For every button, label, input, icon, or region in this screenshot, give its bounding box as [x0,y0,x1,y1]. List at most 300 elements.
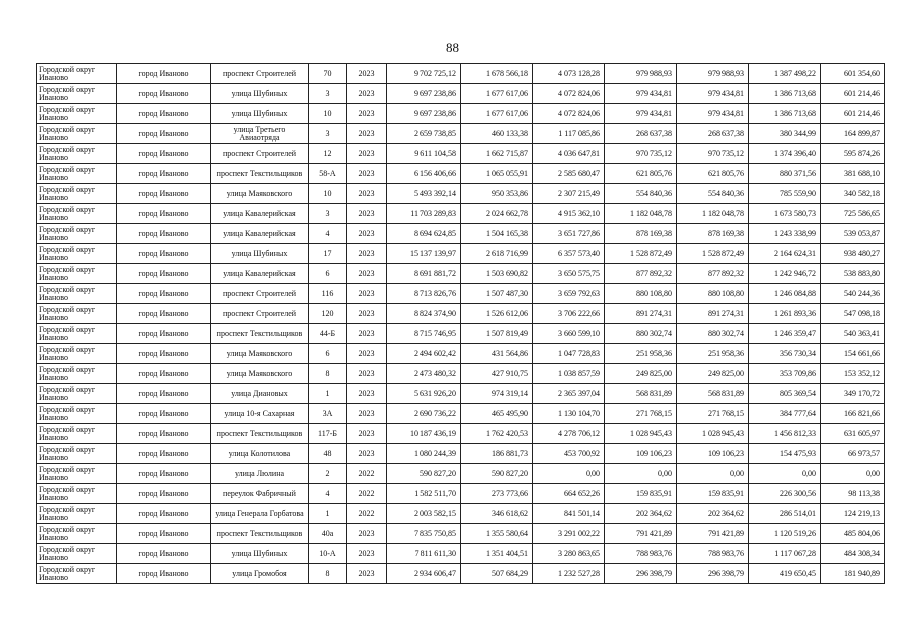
locality-cell: город Иваново [117,464,211,484]
house-number-cell: 116 [309,284,347,304]
municipality-cell: Городской округ Иваново [37,144,117,164]
house-number-cell: 8 [309,364,347,384]
cost-part-1-cell: 1 504 165,38 [461,224,533,244]
table-row [37,464,885,484]
cost-part-5-cell: 805 369,54 [749,384,821,404]
total-cost-cell: 9 611 104,58 [387,144,461,164]
year-cell: 2023 [347,144,387,164]
street-cell: проспект Текстильщиков [211,524,309,544]
cost-part-6-cell: 601 354,60 [821,64,885,84]
total-cost-cell: 2 494 602,42 [387,344,461,364]
cost-part-6-cell: 124 219,13 [821,504,885,524]
table-row [37,144,885,164]
total-cost-cell: 8 824 374,90 [387,304,461,324]
cost-part-6-cell: 98 113,38 [821,484,885,504]
cost-part-1-cell: 1 662 715,87 [461,144,533,164]
cost-part-4-cell: 109 106,23 [677,444,749,464]
table-row [37,344,885,364]
locality-cell: город Иваново [117,204,211,224]
house-number-cell: 58-А [309,164,347,184]
municipality-cell: Городской округ Иваново [37,344,117,364]
cost-part-6-cell: 340 582,18 [821,184,885,204]
cost-part-3-cell: 788 983,76 [605,544,677,564]
municipality-cell: Городской округ Иваново [37,224,117,244]
year-cell: 2023 [347,104,387,124]
street-cell: проспект Текстильщиков [211,424,309,444]
locality-cell: город Иваново [117,524,211,544]
cost-part-6-cell: 381 688,10 [821,164,885,184]
total-cost-cell: 5 493 392,14 [387,184,461,204]
locality-cell: город Иваново [117,164,211,184]
cost-part-2-cell: 1 047 728,83 [533,344,605,364]
total-cost-cell: 6 156 406,66 [387,164,461,184]
street-cell: улица 10-я Сахарная [211,404,309,424]
cost-part-4-cell: 891 274,31 [677,304,749,324]
cost-part-2-cell: 3 651 727,86 [533,224,605,244]
cost-part-1-cell: 1 351 404,51 [461,544,533,564]
year-cell: 2023 [347,384,387,404]
total-cost-cell: 9 697 238,86 [387,84,461,104]
table-row [37,244,885,264]
year-cell: 2023 [347,404,387,424]
cost-part-5-cell: 1 242 946,72 [749,264,821,284]
cost-part-2-cell: 1 117 085,86 [533,124,605,144]
year-cell: 2023 [347,424,387,444]
cost-part-3-cell: 159 835,91 [605,484,677,504]
cost-part-4-cell: 880 302,74 [677,324,749,344]
table-row [37,124,885,144]
cost-part-1-cell: 1 762 420,53 [461,424,533,444]
cost-part-3-cell: 878 169,38 [605,224,677,244]
cost-part-4-cell: 1 528 872,49 [677,244,749,264]
cost-part-6-cell: 164 899,87 [821,124,885,144]
year-cell: 2023 [347,364,387,384]
house-number-cell: 2 [309,464,347,484]
year-cell: 2023 [347,184,387,204]
cost-part-2-cell: 3 650 575,75 [533,264,605,284]
cost-part-2-cell: 3 659 792,63 [533,284,605,304]
cost-part-1-cell: 465 495,90 [461,404,533,424]
house-number-cell: 10 [309,184,347,204]
locality-cell: город Иваново [117,124,211,144]
municipality-cell: Городской округ Иваново [37,324,117,344]
municipality-cell: Городской округ Иваново [37,424,117,444]
cost-part-5-cell: 226 300,56 [749,484,821,504]
cost-part-4-cell: 880 108,80 [677,284,749,304]
cost-part-3-cell: 0,00 [605,464,677,484]
year-cell: 2023 [347,564,387,584]
locality-cell: город Иваново [117,544,211,564]
year-cell: 2023 [347,164,387,184]
municipality-cell: Городской округ Иваново [37,384,117,404]
cost-part-2-cell: 1 130 104,70 [533,404,605,424]
table-row [37,164,885,184]
cost-part-1-cell: 1 507 819,49 [461,324,533,344]
street-cell: улица Маяковского [211,184,309,204]
year-cell: 2023 [347,264,387,284]
cost-part-5-cell: 1 387 498,22 [749,64,821,84]
cost-part-1-cell: 950 353,86 [461,184,533,204]
street-cell: улица Шубиных [211,104,309,124]
cost-part-3-cell: 970 735,12 [605,144,677,164]
street-cell: улица Шубиных [211,544,309,564]
cost-part-3-cell: 891 274,31 [605,304,677,324]
street-cell: переулок Фабричный [211,484,309,504]
year-cell: 2023 [347,544,387,564]
municipality-cell: Городской округ Иваново [37,404,117,424]
total-cost-cell: 8 691 881,72 [387,264,461,284]
municipality-cell: Городской округ Иваново [37,564,117,584]
cost-part-2-cell: 2 585 680,47 [533,164,605,184]
cost-part-1-cell: 507 684,29 [461,564,533,584]
cost-part-1-cell: 2 024 662,78 [461,204,533,224]
locality-cell: город Иваново [117,304,211,324]
total-cost-cell: 8 713 826,76 [387,284,461,304]
cost-part-5-cell: 419 650,45 [749,564,821,584]
cost-part-6-cell: 631 605,97 [821,424,885,444]
cost-part-1-cell: 1 503 690,82 [461,264,533,284]
house-number-cell: 17 [309,244,347,264]
cost-part-5-cell: 1 243 338,99 [749,224,821,244]
house-number-cell: 40а [309,524,347,544]
house-number-cell: 48 [309,444,347,464]
cost-part-4-cell: 979 434,81 [677,104,749,124]
cost-part-6-cell: 540 244,36 [821,284,885,304]
street-cell: улица Маяковского [211,344,309,364]
cost-part-5-cell: 1 246 084,88 [749,284,821,304]
cost-part-3-cell: 554 840,36 [605,184,677,204]
cost-part-6-cell: 484 308,34 [821,544,885,564]
cost-part-6-cell: 181 940,89 [821,564,885,584]
year-cell: 2023 [347,524,387,544]
cost-part-3-cell: 251 958,36 [605,344,677,364]
cost-part-3-cell: 268 637,38 [605,124,677,144]
year-cell: 2022 [347,504,387,524]
locality-cell: город Иваново [117,504,211,524]
cost-part-6-cell: 154 661,66 [821,344,885,364]
table-row [37,264,885,284]
total-cost-cell: 9 702 725,12 [387,64,461,84]
house-number-cell: 117-Б [309,424,347,444]
total-cost-cell: 15 137 139,97 [387,244,461,264]
cost-part-4-cell: 202 364,62 [677,504,749,524]
cost-part-4-cell: 877 892,32 [677,264,749,284]
table-row [37,524,885,544]
cost-part-1-cell: 974 319,14 [461,384,533,404]
cost-part-6-cell: 538 883,80 [821,264,885,284]
cost-part-6-cell: 601 214,46 [821,104,885,124]
cost-part-5-cell: 1 120 519,26 [749,524,821,544]
house-number-cell: 44-Б [309,324,347,344]
cost-part-3-cell: 791 421,89 [605,524,677,544]
locality-cell: город Иваново [117,424,211,444]
cost-part-1-cell: 1 355 580,64 [461,524,533,544]
cost-part-2-cell: 3 706 222,66 [533,304,605,324]
table-row [37,324,885,344]
cost-part-1-cell: 1 507 487,30 [461,284,533,304]
cost-part-5-cell: 154 475,93 [749,444,821,464]
cost-part-1-cell: 1 677 617,06 [461,104,533,124]
cost-part-2-cell: 3 291 002,22 [533,524,605,544]
table-row [37,204,885,224]
cost-part-6-cell: 938 480,27 [821,244,885,264]
cost-part-4-cell: 979 988,93 [677,64,749,84]
cost-part-6-cell: 166 821,66 [821,404,885,424]
table-row [37,304,885,324]
total-cost-cell: 9 697 238,86 [387,104,461,124]
cost-part-2-cell: 4 036 647,81 [533,144,605,164]
house-number-cell: 3 [309,124,347,144]
house-number-cell: 12 [309,144,347,164]
cost-part-3-cell: 271 768,15 [605,404,677,424]
cost-part-3-cell: 109 106,23 [605,444,677,464]
locality-cell: город Иваново [117,384,211,404]
cost-part-6-cell: 539 053,87 [821,224,885,244]
street-cell: проспект Строителей [211,284,309,304]
table-row [37,424,885,444]
cost-part-2-cell: 453 700,92 [533,444,605,464]
house-number-cell: 70 [309,64,347,84]
cost-part-2-cell: 841 501,14 [533,504,605,524]
total-cost-cell: 2 003 582,15 [387,504,461,524]
cost-part-2-cell: 664 652,26 [533,484,605,504]
house-number-cell: 10 [309,104,347,124]
cost-part-4-cell: 979 434,81 [677,84,749,104]
total-cost-cell: 2 934 606,47 [387,564,461,584]
total-cost-cell: 8 694 624,85 [387,224,461,244]
cost-part-2-cell: 4 278 706,12 [533,424,605,444]
table-row [37,64,885,84]
cost-part-4-cell: 296 398,79 [677,564,749,584]
total-cost-cell: 2 473 480,32 [387,364,461,384]
year-cell: 2022 [347,484,387,504]
street-cell: проспект Строителей [211,64,309,84]
locality-cell: город Иваново [117,184,211,204]
cost-part-6-cell: 485 804,06 [821,524,885,544]
cost-part-3-cell: 249 825,00 [605,364,677,384]
cost-part-5-cell: 0,00 [749,464,821,484]
municipality-cell: Городской округ Иваново [37,364,117,384]
cost-part-3-cell: 979 434,81 [605,104,677,124]
cost-part-3-cell: 202 364,62 [605,504,677,524]
municipality-cell: Городской округ Иваново [37,504,117,524]
municipality-cell: Городской округ Иваново [37,464,117,484]
street-cell: улица Генерала Горбатова [211,504,309,524]
street-cell: улица Кавалерийская [211,204,309,224]
street-cell: улица Диановых [211,384,309,404]
street-cell: улица Люлина [211,464,309,484]
cost-part-5-cell: 1 673 580,73 [749,204,821,224]
house-number-cell: 8 [309,564,347,584]
cost-part-5-cell: 1 386 713,68 [749,104,821,124]
house-number-cell: 10-А [309,544,347,564]
cost-part-3-cell: 880 108,80 [605,284,677,304]
table-row [37,224,885,244]
cost-part-5-cell: 356 730,34 [749,344,821,364]
locality-cell: город Иваново [117,484,211,504]
table-row [37,104,885,124]
street-cell: улица Кавалерийская [211,264,309,284]
cost-part-1-cell: 2 618 716,99 [461,244,533,264]
year-cell: 2023 [347,304,387,324]
table-row [37,564,885,584]
year-cell: 2023 [347,84,387,104]
cost-part-3-cell: 979 988,93 [605,64,677,84]
cost-part-2-cell: 4 072 824,06 [533,84,605,104]
cost-part-6-cell: 349 170,72 [821,384,885,404]
cost-part-5-cell: 1 374 396,40 [749,144,821,164]
cost-part-1-cell: 186 881,73 [461,444,533,464]
total-cost-cell: 2 659 738,85 [387,124,461,144]
house-number-cell: 4 [309,224,347,244]
municipality-cell: Городской округ Иваново [37,124,117,144]
year-cell: 2023 [347,284,387,304]
table-body [37,64,885,584]
locality-cell: город Иваново [117,444,211,464]
cost-part-5-cell: 785 559,90 [749,184,821,204]
municipality-cell: Городской округ Иваново [37,264,117,284]
cost-part-1-cell: 1 526 612,06 [461,304,533,324]
cost-part-3-cell: 1 182 048,78 [605,204,677,224]
locality-cell: город Иваново [117,344,211,364]
table-row [37,364,885,384]
cost-part-2-cell: 4 073 128,28 [533,64,605,84]
cost-part-4-cell: 970 735,12 [677,144,749,164]
locality-cell: город Иваново [117,284,211,304]
cost-part-5-cell: 1 261 893,36 [749,304,821,324]
cost-part-4-cell: 1 182 048,78 [677,204,749,224]
cost-part-5-cell: 2 164 624,31 [749,244,821,264]
street-cell: улица Громобоя [211,564,309,584]
cost-part-5-cell: 1 246 359,47 [749,324,821,344]
municipality-cell: Городской округ Иваново [37,284,117,304]
cost-part-3-cell: 877 892,32 [605,264,677,284]
cost-part-4-cell: 268 637,38 [677,124,749,144]
locality-cell: город Иваново [117,564,211,584]
locality-cell: город Иваново [117,144,211,164]
year-cell: 2023 [347,224,387,244]
cost-part-3-cell: 979 434,81 [605,84,677,104]
cost-part-1-cell: 1 677 617,06 [461,84,533,104]
cost-part-6-cell: 153 352,12 [821,364,885,384]
house-number-cell: 4 [309,484,347,504]
cost-part-6-cell: 547 098,18 [821,304,885,324]
total-cost-cell: 7 835 750,85 [387,524,461,544]
year-cell: 2023 [347,244,387,264]
page-number: 88 [446,40,459,55]
street-cell: проспект Текстильщиков [211,324,309,344]
cost-part-3-cell: 880 302,74 [605,324,677,344]
municipality-cell: Городской округ Иваново [37,84,117,104]
cost-part-4-cell: 251 958,36 [677,344,749,364]
cost-part-6-cell: 540 363,41 [821,324,885,344]
municipality-cell: Городской округ Иваново [37,104,117,124]
locality-cell: город Иваново [117,324,211,344]
municipality-cell: Городской округ Иваново [37,164,117,184]
cost-part-2-cell: 2 365 397,04 [533,384,605,404]
cost-part-3-cell: 568 831,89 [605,384,677,404]
cost-part-6-cell: 595 874,26 [821,144,885,164]
cost-part-6-cell: 725 586,65 [821,204,885,224]
cost-part-1-cell: 460 133,38 [461,124,533,144]
cost-part-5-cell: 353 709,86 [749,364,821,384]
house-number-cell: 6 [309,344,347,364]
cost-part-5-cell: 1 386 713,68 [749,84,821,104]
cost-part-2-cell: 6 357 573,40 [533,244,605,264]
table-row [37,384,885,404]
cost-part-1-cell: 346 618,62 [461,504,533,524]
cost-part-4-cell: 0,00 [677,464,749,484]
locality-cell: город Иваново [117,404,211,424]
cost-part-5-cell: 380 344,99 [749,124,821,144]
municipality-cell: Городской округ Иваново [37,244,117,264]
cost-part-3-cell: 296 398,79 [605,564,677,584]
street-cell: улица Шубиных [211,244,309,264]
cost-part-2-cell: 4 072 824,06 [533,104,605,124]
table-row [37,184,885,204]
cost-part-6-cell: 0,00 [821,464,885,484]
municipality-cell: Городской округ Иваново [37,204,117,224]
cost-part-5-cell: 880 371,56 [749,164,821,184]
street-cell: улица Шубиных [211,84,309,104]
cost-part-2-cell: 4 915 362,10 [533,204,605,224]
total-cost-cell: 1 582 511,70 [387,484,461,504]
total-cost-cell: 11 703 289,83 [387,204,461,224]
cost-part-2-cell: 1 038 857,59 [533,364,605,384]
municipality-cell: Городской округ Иваново [37,544,117,564]
year-cell: 2023 [347,204,387,224]
total-cost-cell: 1 080 244,39 [387,444,461,464]
cost-part-1-cell: 1 678 566,18 [461,64,533,84]
municipality-cell: Городской округ Иваново [37,444,117,464]
cost-part-1-cell: 1 065 055,91 [461,164,533,184]
cost-part-5-cell: 1 117 067,28 [749,544,821,564]
table-row [37,284,885,304]
cost-part-2-cell: 0,00 [533,464,605,484]
cost-part-4-cell: 159 835,91 [677,484,749,504]
total-cost-cell: 10 187 436,19 [387,424,461,444]
house-number-cell: 120 [309,304,347,324]
cost-part-1-cell: 431 564,86 [461,344,533,364]
table-row [37,444,885,464]
registry-table [36,63,885,584]
locality-cell: город Иваново [117,244,211,264]
cost-part-3-cell: 621 805,76 [605,164,677,184]
locality-cell: город Иваново [117,64,211,84]
year-cell: 2023 [347,444,387,464]
cost-part-4-cell: 271 768,15 [677,404,749,424]
table-row [37,504,885,524]
cost-part-4-cell: 621 805,76 [677,164,749,184]
total-cost-cell: 7 811 611,30 [387,544,461,564]
cost-part-5-cell: 384 777,64 [749,404,821,424]
municipality-cell: Городской округ Иваново [37,184,117,204]
table-row [37,404,885,424]
street-cell: улица Кавалерийская [211,224,309,244]
cost-part-4-cell: 791 421,89 [677,524,749,544]
cost-part-6-cell: 601 214,46 [821,84,885,104]
locality-cell: город Иваново [117,364,211,384]
cost-part-2-cell: 3 660 599,10 [533,324,605,344]
house-number-cell: 3 [309,84,347,104]
cost-part-4-cell: 1 028 945,43 [677,424,749,444]
cost-part-2-cell: 2 307 215,49 [533,184,605,204]
cost-part-3-cell: 1 028 945,43 [605,424,677,444]
cost-part-5-cell: 286 514,01 [749,504,821,524]
year-cell: 2023 [347,64,387,84]
locality-cell: город Иваново [117,104,211,124]
cost-part-5-cell: 1 456 812,33 [749,424,821,444]
